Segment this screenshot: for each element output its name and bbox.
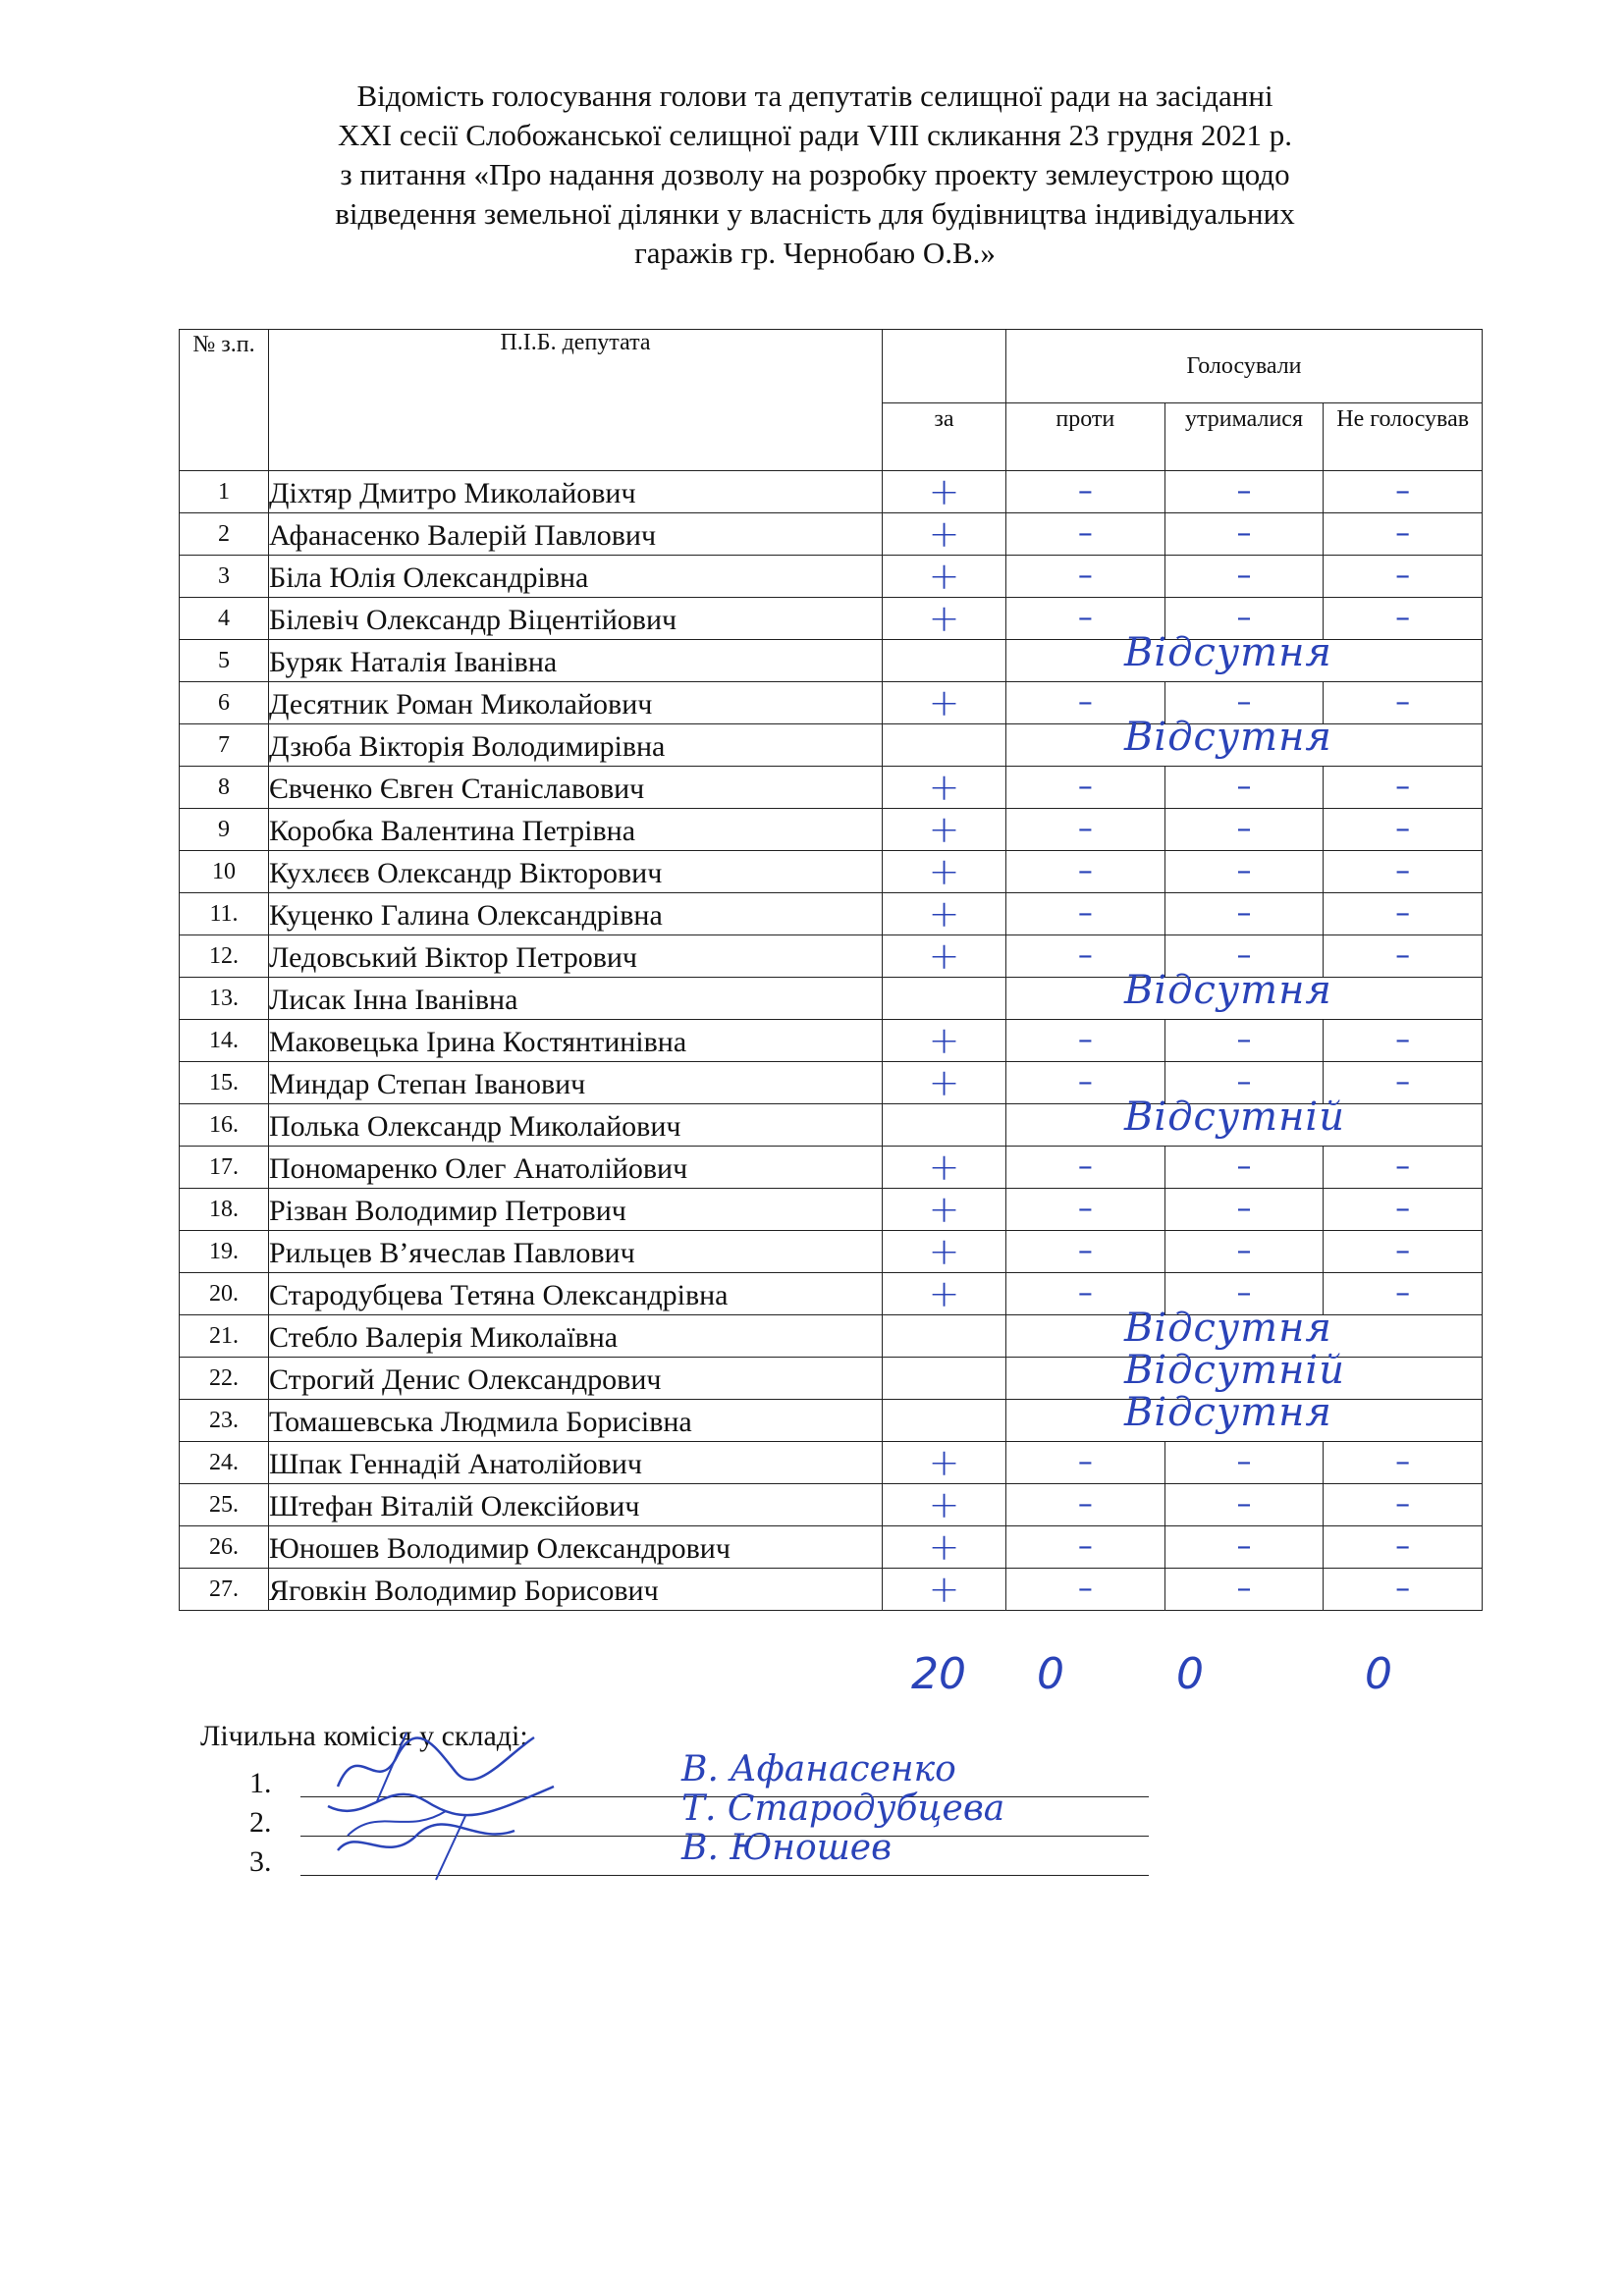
vote-not-voted-mark: –	[1395, 812, 1411, 846]
vote-not-voted-mark: –	[1395, 1065, 1411, 1099]
row-number: 23.	[180, 1400, 269, 1442]
vote-abstained-mark: –	[1236, 854, 1252, 888]
title-line: відведення земельної ділянки у власність для будівництва індивідуальних	[335, 196, 1295, 231]
deputy-name: Штефан Віталій Олексійович	[269, 1484, 883, 1526]
table-row	[180, 556, 1483, 598]
title-line: гаражів гр. Чернобаю О.В.»	[634, 236, 996, 270]
table-row	[180, 1484, 1483, 1526]
voting-table	[179, 329, 1483, 1611]
deputy-name: Стебло Валерія Миколаївна	[269, 1315, 883, 1358]
row-number: 7	[180, 724, 269, 767]
vote-abstained-mark: –	[1236, 474, 1252, 508]
col-header-for: за	[883, 403, 1006, 471]
vote-not-voted-cell	[1324, 1189, 1483, 1231]
vote-not-voted-mark: –	[1395, 1529, 1411, 1564]
vote-for-cell	[883, 471, 1006, 513]
vote-for-cell	[883, 598, 1006, 640]
vote-for-mark: +	[928, 934, 960, 978]
vote-for-cell	[883, 767, 1006, 809]
vote-not-voted-cell	[1324, 598, 1483, 640]
vote-not-voted-cell	[1324, 1062, 1483, 1104]
col-header-number: № з.п.	[180, 330, 269, 471]
table-row	[180, 1147, 1483, 1189]
vote-abstained-mark: –	[1236, 1487, 1252, 1522]
vote-for-cell	[883, 893, 1006, 935]
vote-for-mark: +	[928, 1568, 960, 1611]
vote-against-mark: –	[1077, 770, 1093, 804]
vote-against-mark: –	[1077, 516, 1093, 551]
table-row	[180, 851, 1483, 893]
vote-against-mark: –	[1077, 1065, 1093, 1099]
row-number: 11.	[180, 893, 269, 935]
vote-not-voted-mark: –	[1395, 854, 1411, 888]
vote-not-voted-cell	[1324, 513, 1483, 556]
vote-not-voted-mark: –	[1395, 1023, 1411, 1057]
vote-abstained-cell	[1164, 1526, 1324, 1569]
table-row	[180, 767, 1483, 809]
col-header-blank	[883, 330, 1006, 403]
row-number: 24.	[180, 1442, 269, 1484]
vote-abstained-cell	[1164, 767, 1324, 809]
vote-against-mark: –	[1077, 559, 1093, 593]
vote-for-cell	[883, 513, 1006, 556]
signature-scribble-icon	[318, 1806, 573, 1885]
vote-against-mark: –	[1077, 938, 1093, 973]
vote-against-mark: –	[1077, 474, 1093, 508]
member-number: 2.	[249, 1806, 272, 1839]
deputy-name: Дзюба Вікторія Володимирівна	[269, 724, 883, 767]
vote-for-cell	[883, 1273, 1006, 1315]
vote-for-cell	[883, 1020, 1006, 1062]
absent-note: Відсутня	[1124, 968, 1332, 1013]
deputy-name: Різван Володимир Петрович	[269, 1189, 883, 1231]
title-line: Відомість голосування голови та депутатів селищної ради на засіданні	[356, 79, 1273, 113]
row-number: 17.	[180, 1147, 269, 1189]
absent-cell	[1006, 715, 1483, 767]
deputy-name: Томашевська Людмила Борисівна	[269, 1400, 883, 1442]
vote-not-voted-cell	[1324, 1147, 1483, 1189]
vote-abstained-mark: –	[1236, 1149, 1252, 1184]
vote-not-voted-mark: –	[1395, 685, 1411, 720]
deputy-name: Шпак Геннадій Анатолійович	[269, 1442, 883, 1484]
vote-not-voted-mark: –	[1395, 1192, 1411, 1226]
table-row	[180, 1104, 1483, 1147]
deputy-name: Пономаренко Олег Анатолійович	[269, 1147, 883, 1189]
row-number: 13.	[180, 978, 269, 1020]
vote-for-cell	[883, 1062, 1006, 1104]
vote-abstained-mark: –	[1236, 1234, 1252, 1268]
vote-not-voted-mark: –	[1395, 770, 1411, 804]
vote-for-mark: +	[928, 892, 960, 935]
row-number: 22.	[180, 1358, 269, 1400]
vote-not-voted-cell	[1324, 935, 1483, 978]
vote-not-voted-mark: –	[1395, 1445, 1411, 1479]
vote-abstained-cell	[1164, 1569, 1324, 1611]
vote-for-mark: +	[928, 1230, 960, 1273]
row-number: 12.	[180, 935, 269, 978]
vote-against-cell	[1006, 1442, 1165, 1484]
absent-note: Відсутня	[1124, 630, 1332, 675]
vote-against-mark: –	[1077, 812, 1093, 846]
vote-for-cell	[883, 1104, 1006, 1147]
vote-against-cell	[1006, 471, 1165, 513]
member-signed-name: В. Афанасенко	[681, 1749, 956, 1789]
vote-not-voted-cell	[1324, 1231, 1483, 1273]
vote-not-voted-cell	[1324, 1484, 1483, 1526]
vote-not-voted-cell	[1324, 1569, 1483, 1611]
vote-for-mark: +	[928, 555, 960, 598]
table-row	[180, 1442, 1483, 1484]
vote-abstained-cell	[1164, 809, 1324, 851]
commission-member	[249, 1749, 956, 1800]
vote-for-mark: +	[928, 766, 960, 809]
vote-abstained-mark: –	[1236, 812, 1252, 846]
vote-for-cell	[883, 1526, 1006, 1569]
col-header-abstained: утрималися	[1164, 403, 1324, 471]
vote-abstained-mark: –	[1236, 1572, 1252, 1606]
vote-not-voted-cell	[1324, 682, 1483, 724]
deputy-name: Строгий Денис Олександрович	[269, 1358, 883, 1400]
vote-abstained-cell	[1164, 1020, 1324, 1062]
deputy-name: Буряк Наталія Іванівна	[269, 640, 883, 682]
vote-against-mark: –	[1077, 1445, 1093, 1479]
row-number: 21.	[180, 1315, 269, 1358]
vote-against-mark: –	[1077, 1487, 1093, 1522]
row-number: 8	[180, 767, 269, 809]
commission-label: Лічильна комісія у складі:	[200, 1720, 528, 1752]
row-number: 10	[180, 851, 269, 893]
vote-not-voted-cell	[1324, 1526, 1483, 1569]
commission-member	[249, 1828, 893, 1879]
vote-for-mark: +	[928, 1272, 960, 1315]
vote-against-mark: –	[1077, 1529, 1093, 1564]
absent-note: Відсутній	[1124, 1095, 1345, 1140]
vote-against-mark: –	[1077, 1572, 1093, 1606]
vote-for-mark: +	[928, 1483, 960, 1526]
vote-against-mark: –	[1077, 1023, 1093, 1057]
vote-abstained-mark: –	[1236, 559, 1252, 593]
vote-for-cell	[883, 1147, 1006, 1189]
vote-not-voted-cell	[1324, 471, 1483, 513]
vote-abstained-cell	[1164, 471, 1324, 513]
vote-against-mark: –	[1077, 854, 1093, 888]
vote-abstained-cell	[1164, 1442, 1324, 1484]
deputy-name: Лисак Інна Іванівна	[269, 978, 883, 1020]
vote-abstained-mark: –	[1236, 1192, 1252, 1226]
vote-against-cell	[1006, 809, 1165, 851]
vote-not-voted-mark: –	[1395, 896, 1411, 931]
total-abstained: 0	[1176, 1649, 1204, 1699]
row-number: 5	[180, 640, 269, 682]
vote-not-voted-mark: –	[1395, 559, 1411, 593]
vote-abstained-cell	[1164, 893, 1324, 935]
vote-not-voted-mark: –	[1395, 1487, 1411, 1522]
deputy-name: Яговкін Володимир Борисович	[269, 1569, 883, 1611]
vote-against-cell	[1006, 513, 1165, 556]
vote-against-mark: –	[1077, 1149, 1093, 1184]
vote-for-mark: +	[928, 1441, 960, 1484]
vote-against-cell	[1006, 1189, 1165, 1231]
vote-against-mark: –	[1077, 1234, 1093, 1268]
row-number: 16.	[180, 1104, 269, 1147]
member-number: 1.	[249, 1767, 272, 1799]
absent-cell	[1006, 968, 1483, 1020]
table-row	[180, 893, 1483, 935]
vote-against-cell	[1006, 1569, 1165, 1611]
absent-note: Відсутня	[1124, 1390, 1332, 1435]
vote-not-voted-cell	[1324, 893, 1483, 935]
vote-against-mark: –	[1077, 896, 1093, 931]
row-number: 26.	[180, 1526, 269, 1569]
vote-for-mark: +	[928, 1146, 960, 1189]
deputy-name: Коробка Валентина Петрівна	[269, 809, 883, 851]
absent-note: Відсутня	[1124, 715, 1332, 760]
vote-for-cell	[883, 1400, 1006, 1442]
vote-against-mark: –	[1077, 601, 1093, 635]
table-row	[180, 978, 1483, 1020]
table-row	[180, 724, 1483, 767]
absent-cell	[1006, 630, 1483, 682]
deputy-name: Куценко Галина Олександрівна	[269, 893, 883, 935]
vote-for-cell	[883, 1484, 1006, 1526]
deputy-name: Біла Юлія Олександрівна	[269, 556, 883, 598]
vote-for-cell	[883, 556, 1006, 598]
title-line: XXI сесії Слобожанської селищної ради VIII скликання 23 грудня 2021 р.	[337, 118, 1293, 152]
vote-for-cell	[883, 1189, 1006, 1231]
vote-not-voted-mark: –	[1395, 1572, 1411, 1606]
vote-for-cell	[883, 978, 1006, 1020]
deputy-name: Десятник Роман Миколайович	[269, 682, 883, 724]
deputy-name: Діхтяр Дмитро Миколайович	[269, 471, 883, 513]
vote-for-cell	[883, 682, 1006, 724]
deputy-name: Ледовський Віктор Петрович	[269, 935, 883, 978]
table-row	[180, 513, 1483, 556]
vote-abstained-mark: –	[1236, 896, 1252, 931]
vote-abstained-mark: –	[1236, 685, 1252, 720]
table-row	[180, 1231, 1483, 1273]
total-against: 0	[1037, 1649, 1064, 1699]
vote-not-voted-mark: –	[1395, 601, 1411, 635]
vote-against-mark: –	[1077, 685, 1093, 720]
vote-for-mark: +	[928, 470, 960, 513]
table-row	[180, 1526, 1483, 1569]
vote-against-mark: –	[1077, 1192, 1093, 1226]
member-signed-name: Т. Стародубцева	[681, 1789, 1005, 1829]
row-number: 4	[180, 598, 269, 640]
vote-for-mark: +	[928, 850, 960, 893]
absent-cell	[1006, 1390, 1483, 1442]
vote-not-voted-cell	[1324, 1273, 1483, 1315]
commission-member	[249, 1789, 1005, 1840]
row-number: 9	[180, 809, 269, 851]
absent-note: Відсутній	[1124, 1348, 1345, 1393]
col-header-name: П.І.Б. депутата	[269, 330, 883, 471]
vote-abstained-mark: –	[1236, 1276, 1252, 1310]
deputy-name: Юношев Володимир Олександрович	[269, 1526, 883, 1569]
deputy-name: Маковецька Ірина Костянтинівна	[269, 1020, 883, 1062]
table-row	[180, 471, 1483, 513]
table-row	[180, 640, 1483, 682]
vote-for-cell	[883, 640, 1006, 682]
vote-not-voted-cell	[1324, 809, 1483, 851]
vote-not-voted-mark: –	[1395, 1276, 1411, 1310]
vote-not-voted-mark: –	[1395, 1149, 1411, 1184]
total-for: 20	[911, 1649, 966, 1699]
vote-abstained-mark: –	[1236, 770, 1252, 804]
row-number: 27.	[180, 1569, 269, 1611]
vote-against-cell	[1006, 1147, 1165, 1189]
vote-abstained-mark: –	[1236, 1529, 1252, 1564]
table-row	[180, 1400, 1483, 1442]
row-number: 14.	[180, 1020, 269, 1062]
row-number: 6	[180, 682, 269, 724]
vote-not-voted-cell	[1324, 767, 1483, 809]
vote-for-mark: +	[928, 1019, 960, 1062]
vote-not-voted-cell	[1324, 1442, 1483, 1484]
vote-not-voted-mark: –	[1395, 938, 1411, 973]
document-title	[177, 77, 1453, 273]
vote-not-voted-mark: –	[1395, 1234, 1411, 1268]
vote-for-mark: +	[928, 1061, 960, 1104]
vote-abstained-mark: –	[1236, 1445, 1252, 1479]
vote-for-cell	[883, 1442, 1006, 1484]
vote-abstained-mark: –	[1236, 516, 1252, 551]
vote-for-mark: +	[928, 1188, 960, 1231]
row-number: 19.	[180, 1231, 269, 1273]
vote-against-cell	[1006, 851, 1165, 893]
vote-not-voted-cell	[1324, 556, 1483, 598]
vote-abstained-cell	[1164, 1147, 1324, 1189]
table-row	[180, 1569, 1483, 1611]
deputy-name: Стародубцева Тетяна Олександрівна	[269, 1273, 883, 1315]
vote-against-cell	[1006, 1484, 1165, 1526]
vote-for-mark: +	[928, 512, 960, 556]
row-number: 15.	[180, 1062, 269, 1104]
vote-not-voted-cell	[1324, 1020, 1483, 1062]
deputy-name: Кухлєєв Олександр Вікторович	[269, 851, 883, 893]
vote-against-cell	[1006, 556, 1165, 598]
vote-for-cell	[883, 724, 1006, 767]
vote-abstained-mark: –	[1236, 1065, 1252, 1099]
col-header-not-voted: Не голосував	[1324, 403, 1483, 471]
vote-abstained-cell	[1164, 1484, 1324, 1526]
vote-for-mark: +	[928, 597, 960, 640]
vote-for-cell	[883, 1358, 1006, 1400]
col-header-against: проти	[1006, 403, 1165, 471]
table-row	[180, 1020, 1483, 1062]
member-number: 3.	[249, 1845, 272, 1878]
vote-not-voted-mark: –	[1395, 516, 1411, 551]
row-number: 25.	[180, 1484, 269, 1526]
vote-against-mark: –	[1077, 1276, 1093, 1310]
deputy-name: Полька Олександр Миколайович	[269, 1104, 883, 1147]
total-not-voted: 0	[1365, 1649, 1392, 1699]
row-number: 2	[180, 513, 269, 556]
vote-abstained-mark: –	[1236, 938, 1252, 973]
deputy-name: Рильцев В’ячеслав Павлович	[269, 1231, 883, 1273]
vote-against-cell	[1006, 893, 1165, 935]
table-row	[180, 1189, 1483, 1231]
title-line: з питання «Про надання дозволу на розробку проекту землеустрою щодо	[340, 157, 1290, 191]
vote-abstained-cell	[1164, 513, 1324, 556]
vote-for-cell	[883, 1569, 1006, 1611]
deputy-name: Євченко Євген Станіславович	[269, 767, 883, 809]
vote-against-cell	[1006, 767, 1165, 809]
vote-for-cell	[883, 1231, 1006, 1273]
vote-for-mark: +	[928, 681, 960, 724]
col-header-voted: Голосували	[1006, 330, 1483, 403]
vote-abstained-cell	[1164, 851, 1324, 893]
vote-abstained-cell	[1164, 556, 1324, 598]
vote-for-mark: +	[928, 1525, 960, 1569]
vote-for-mark: +	[928, 808, 960, 851]
row-number: 20.	[180, 1273, 269, 1315]
row-number: 1	[180, 471, 269, 513]
vote-against-cell	[1006, 1231, 1165, 1273]
vote-abstained-mark: –	[1236, 1023, 1252, 1057]
member-signed-name: В. Юношев	[681, 1828, 893, 1868]
vote-abstained-mark: –	[1236, 601, 1252, 635]
deputy-name: Афанасенко Валерій Павлович	[269, 513, 883, 556]
deputy-name: Білевіч Олександр Віцентійович	[269, 598, 883, 640]
vote-not-voted-mark: –	[1395, 474, 1411, 508]
row-number: 18.	[180, 1189, 269, 1231]
vote-against-cell	[1006, 1526, 1165, 1569]
deputy-name: Миндар Степан Іванович	[269, 1062, 883, 1104]
vote-for-cell	[883, 809, 1006, 851]
absent-cell	[1006, 1095, 1483, 1147]
vote-not-voted-cell	[1324, 851, 1483, 893]
vote-against-cell	[1006, 1020, 1165, 1062]
vote-abstained-cell	[1164, 1231, 1324, 1273]
table-row	[180, 809, 1483, 851]
absent-note: Відсутня	[1124, 1306, 1332, 1351]
vote-abstained-cell	[1164, 1189, 1324, 1231]
row-number: 3	[180, 556, 269, 598]
vote-for-cell	[883, 935, 1006, 978]
vote-for-cell	[883, 1315, 1006, 1358]
vote-for-cell	[883, 851, 1006, 893]
